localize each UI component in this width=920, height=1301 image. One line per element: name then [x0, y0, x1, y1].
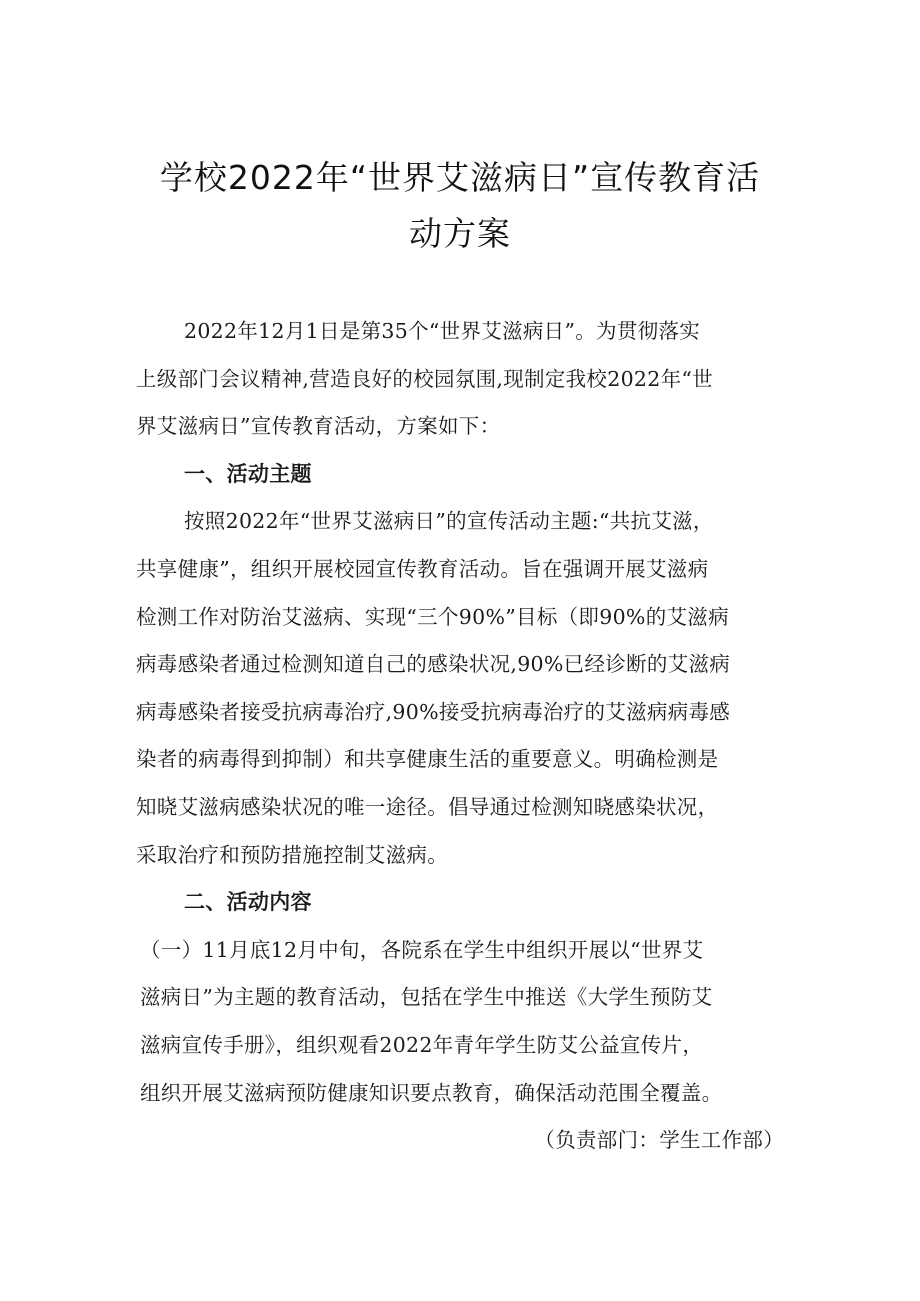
content-item-line: （一）11月底12月中旬，各院系在学生中组织开展以“世界艾	[140, 937, 704, 962]
intro-line: 界艾滋病日”宣传教育活动，方案如下：	[136, 414, 501, 439]
theme-paragraph-line: 检测工作对防治艾滋病、实现“三个90%”目标（即90%的艾滋病	[136, 604, 729, 629]
content-item-line: 组织开展艾滋病预防健康知识要点教育，确保活动范围全覆盖。	[140, 1080, 723, 1105]
intro-line: 上级部门会议精神,营造良好的校园氛围,现制定我校2022年“世	[136, 366, 713, 391]
theme-paragraph-line: 按照2022年“世界艾滋病日”的宣传活动主题:“共抗艾滋，	[184, 509, 714, 534]
section-heading-theme: 一、活动主题	[184, 461, 312, 486]
theme-paragraph-line: 病毒感染者接受抗病毒治疗,90%接受抗病毒治疗的艾滋病病毒感	[136, 699, 731, 724]
theme-paragraph-line: 采取治疗和预防措施控制艾滋病。	[136, 842, 448, 867]
title-line-2: 动方案	[409, 214, 511, 253]
intro-line: 2022年12月1日是第35个“世界艾滋病日”。为贯彻落实	[184, 319, 701, 343]
theme-paragraph-line: 共享健康”，组织开展校园宣传教育活动。旨在强调开展艾滋病	[136, 556, 709, 581]
theme-paragraph-line: 染者的病毒得到抑制）和共享健康生活的重要意义。明确检测是	[136, 747, 719, 772]
content-item-line: 滋病日”为主题的教育活动，包括在学生中推送《大学生预防艾	[140, 985, 713, 1010]
theme-paragraph-line: 知晓艾滋病感染状况的唯一途径。倡导通过检测知晓感染状况，	[136, 794, 719, 819]
document-title	[60, 150, 860, 262]
theme-paragraph-line: 病毒感染者通过检测知道自己的感染状况,90%已经诊断的艾滋病	[136, 652, 731, 677]
responsible-department: （负责部门：学生工作部）	[534, 1128, 784, 1153]
document-body	[136, 308, 796, 1165]
title-line-1: 学校2022年“世界艾滋病日”宣传教育活	[159, 158, 761, 197]
content-item-line: 滋病宣传手册》，组织观看2022年青年学生防艾公益宣传片，	[140, 1032, 704, 1057]
section-heading-content: 二、活动内容	[184, 890, 312, 915]
